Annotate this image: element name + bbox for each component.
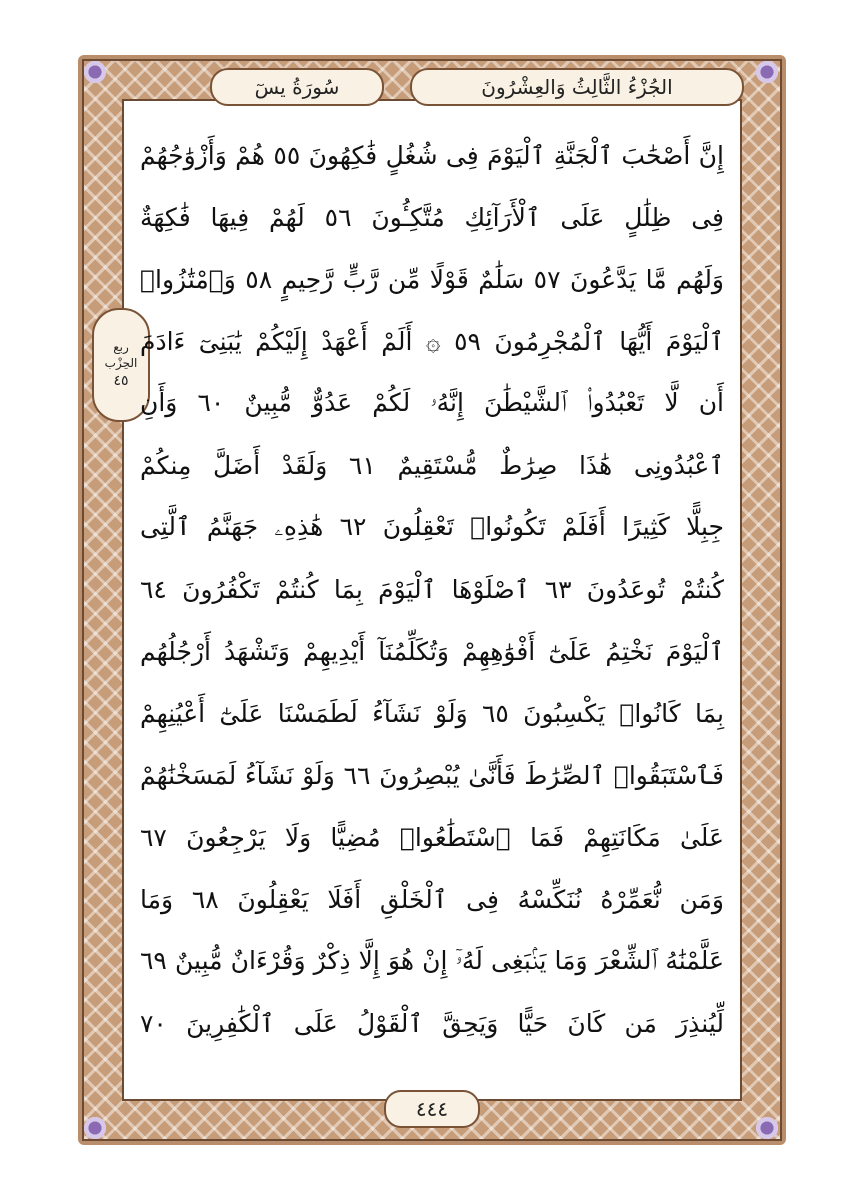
text-line: ٱلْيَوْمَ نَخْتِمُ عَلَىٰٓ أَفْوَٰهِهِمْ وَتُكَلِّمُنَآ أَيْدِيهِمْ وَتَشْهَدُ أَرْجُلُهُم [140, 636, 724, 666]
hizb-number: ٤٥ [113, 372, 129, 389]
text-line: أَن لَّا تَعْبُدُوا۟ ٱلشَّيْطَٰنَ إِنَّهُۥ لَكُمْ عَدُوٌّ مُّبِينٌ ٦٠ وَأَنِ [140, 388, 724, 417]
text-line: عَلَىٰ مَكَانَتِهِمْ فَمَا ٱسْتَطَٰعُوا۟ مُضِيًّا وَلَا يَرْجِعُونَ ٦٧ [140, 822, 724, 852]
corner-ornament-icon [754, 1115, 780, 1141]
text-line: وَلَهُم مَّا يَدَّعُونَ ٥٧ سَلَٰمٌ قَوْلًا مِّن رَّبٍّ رَّحِيمٍ ٥٨ وَٱمْتَٰزُوا۟ [140, 264, 725, 294]
text-line: ٱعْبُدُونِى هَٰذَا صِرَٰطٌ مُّسْتَقِيمٌ ٦١ وَلَقَدْ أَضَلَّ مِنكُمْ [140, 450, 724, 480]
text-line: لِّيُنذِرَ مَن كَانَ حَيًّا وَيَحِقَّ ٱلْقَوْلُ عَلَى ٱلْكَٰفِرِينَ ٧٠ [140, 1008, 724, 1038]
text-line: فَٱسْتَبَقُوا۟ ٱلصِّرَٰطَ فَأَنَّىٰ يُبْصِرُونَ ٦٦ وَلَوْ نَشَآءُ لَمَسَخْنَٰهُمْ [140, 760, 725, 790]
page-header [120, 62, 744, 112]
text-line: فِى ظِلَٰلٍ عَلَى ٱلْأَرَآئِكِ مُتَّكِـُٔونَ ٥٦ لَهُمْ فِيهَا فَٰكِهَةٌ [140, 202, 724, 232]
juz-title: الجُزْءُ الثَّالِثُ وَالعِشْرُونَ [410, 68, 744, 106]
page-number: ٤٤٤ [384, 1090, 480, 1128]
hizb-word: الحِزْب [104, 355, 138, 370]
text-line: كُنتُمْ تُوعَدُونَ ٦٣ ٱصْلَوْهَا ٱلْيَوْمَ بِمَا كُنتُمْ تَكْفُرُونَ ٦٤ [140, 574, 725, 604]
text-line: ٱلْيَوْمَ أَيُّهَا ٱلْمُجْرِمُونَ ٥٩ ۞ أَلَمْ أَعْهَدْ إِلَيْكُمْ يَٰبَنِىٓ ءَادَمَ [140, 326, 724, 356]
text-line: إِنَّ أَصْحَٰبَ ٱلْجَنَّةِ ٱلْيَوْمَ فِى شُغُلٍ فَٰكِهُونَ ٥٥ هُمْ وَأَزْوَٰجُهُمْ [140, 140, 724, 170]
corner-ornament-icon [82, 1115, 108, 1141]
corner-ornament-icon [754, 59, 780, 85]
corner-ornament-icon [82, 59, 108, 85]
text-line: بِمَا كَانُوا۟ يَكْسِبُونَ ٦٥ وَلَوْ نَشَآءُ لَطَمَسْنَا عَلَىٰٓ أَعْيُنِهِمْ [140, 698, 725, 728]
quran-text [140, 128, 724, 1078]
text-line: جِبِلًّا كَثِيرًا أَفَلَمْ تَكُونُوا۟ تَعْقِلُونَ ٦٢ هَٰذِهِۦ جَهَنَّمُ ٱلَّتِى [140, 512, 724, 541]
surah-title: سُورَةُ يسٓ [210, 68, 384, 106]
hizb-label: ربع [113, 340, 129, 355]
text-line: عَلَّمْنَٰهُ ٱلشِّعْرَ وَمَا يَنۢبَغِى لَهُۥٓ إِنْ هُوَ إِلَّا ذِكْرٌ وَقُرْءَانٌ مُّبِينٌ ٦٩ [140, 946, 724, 975]
text-line: وَمَن نُّعَمِّرْهُ نُنَكِّسْهُ فِى ٱلْخَلْقِ أَفَلَا يَعْقِلُونَ ٦٨ وَمَا [140, 884, 724, 914]
